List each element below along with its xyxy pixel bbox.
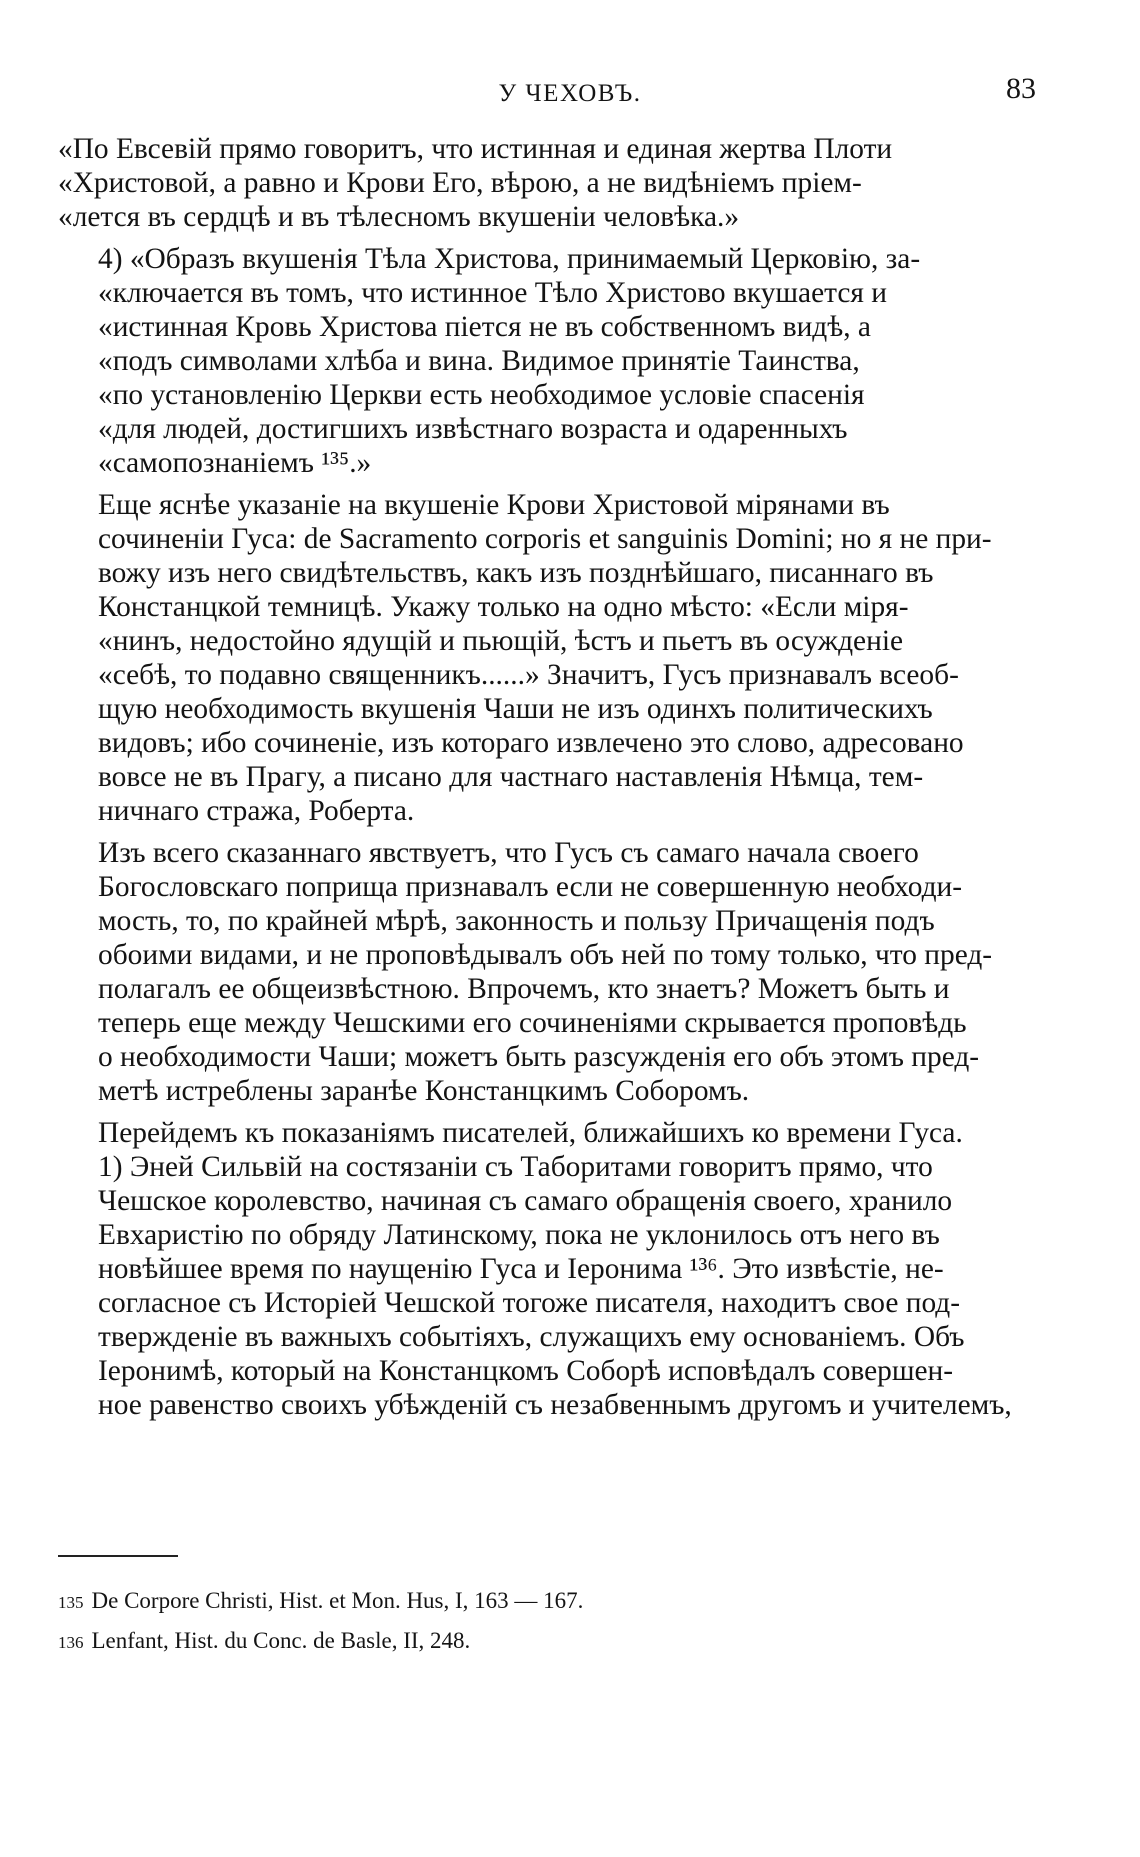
text-line: «истинная Кровь Христова піется не въ собственномъ видѣ, а (98, 311, 871, 343)
text-line: полагалъ ее общеизвѣстною. Впрочемъ, кто знаетъ? Можетъ быть и (98, 973, 950, 1005)
text-line: «Христовой, а равно и Крови Его, вѣрою, а не видѣніемъ пріем- (58, 167, 862, 199)
footnote-text: De Corpore Christi, Hist. et Mon. Hus, I, 163 — 167. (91, 1588, 584, 1613)
footnote-number: 136 (58, 1633, 84, 1652)
text-line: вожу изъ него свидѣтельствъ, какъ изъ позднѣйшаго, писаннаго въ (98, 557, 934, 589)
text-line: Евхаристію по обряду Латинскому, пока не уклонилось отъ него въ (98, 1219, 940, 1251)
text-line: о необходимости Чаши; можетъ быть разсужденія его объ этомъ пред- (98, 1041, 980, 1073)
text-line: Іеронимѣ, который на Констанцкомъ Соборѣ исповѣдалъ совершен- (98, 1355, 954, 1387)
text-line: Чешское королевство, начиная съ самаго обращенія своего, хранило (98, 1185, 953, 1217)
text-line: ничнаго стража, Роберта. (98, 795, 415, 827)
paragraph-5 (58, 1116, 1032, 1422)
paragraph-4 (58, 836, 1032, 1108)
footnote-text: Lenfant, Hist. du Conc. de Basle, II, 248. (91, 1628, 471, 1653)
text-line: ное равенство своихъ убѣжденій съ незабвеннымъ другомъ и учителемъ, (98, 1389, 1012, 1421)
text-line: «по установленію Церкви есть необходимое условіе спасенія (98, 379, 865, 411)
text-line: «По Евсевій прямо говоритъ, что истинная и единая жертва Плоти (58, 133, 893, 165)
text-line: согласное съ Исторіей Чешской тогоже писателя, находитъ свое под- (98, 1287, 961, 1319)
text-line: видовъ; ибо сочиненіе, изъ котораго извлечено это слово, адресовано (98, 727, 964, 759)
text-line: новѣйшее время по наущенію Гуса и Іеронима ¹³⁶. Это извѣстіе, не- (98, 1253, 944, 1285)
text-line: обоими видами, и не проповѣдывалъ объ ней по тому только, что пред- (98, 939, 993, 971)
text-line: «ключается въ томъ, что истинное Тѣло Христово вкушается и (98, 277, 887, 309)
text-line: «для людей, достигшихъ извѣстнаго возраста и одаренныхъ (98, 413, 848, 445)
text-line: теперь еще между Чешскими его сочиненіями скрывается проповѣдь (98, 1007, 967, 1039)
footnote-136 (58, 1622, 1032, 1662)
running-head-title: У ЧЕХОВЪ. (498, 80, 642, 107)
text-line: 4) «Образъ вкушенія Тѣла Христова, принимаемый Церковію, за- (98, 243, 921, 275)
text-line: твержденіе въ важныхъ событіяхъ, служащихъ ему основаніемъ. Объ (98, 1321, 965, 1353)
footnote-separator (58, 1555, 178, 1557)
text-line: сочиненіи Гуса: de Sacramento corporis et sanguinis Domini; но я не при- (98, 523, 992, 555)
paragraph-2 (58, 242, 1032, 480)
text-line: 1) Эней Сильвій на состязаніи съ Таборитами говоритъ прямо, что (98, 1151, 933, 1183)
footnote-135 (58, 1582, 1032, 1622)
footnotes (58, 1582, 1032, 1662)
paragraph-3 (58, 488, 1032, 828)
paragraph-1 (58, 132, 1032, 234)
running-head (0, 72, 1140, 112)
text-line: мость, то, по крайней мѣрѣ, законность и пользу Причащенія подъ (98, 905, 935, 937)
text-line: вовсе не въ Прагу, а писано для частнаго наставленія Нѣмца, тем- (98, 761, 924, 793)
text-line: «подъ символами хлѣба и вина. Видимое принятіе Таинства, (98, 345, 860, 377)
text-line: Еще яснѣе указаніе на вкушеніе Крови Христовой мірянами въ (98, 489, 890, 521)
text-line: «себѣ, то подавно священникъ......» Значитъ, Гусъ признавалъ всеоб- (98, 659, 959, 691)
text-line: Изъ всего сказаннаго явствуетъ, что Гусъ съ самаго начала своего (98, 837, 919, 869)
footnote-number: 135 (58, 1593, 84, 1612)
body-text (58, 132, 1032, 1430)
text-line: щую необходимость вкушенія Чаши не изъ одинхъ политическихъ (98, 693, 933, 725)
text-line: метѣ истреблены заранѣе Констанцкимъ Соборомъ. (98, 1075, 750, 1107)
text-line: Констанцкой темницѣ. Укажу только на одно мѣсто: «Если міря- (98, 591, 909, 623)
text-line: «лется въ сердцѣ и въ тѣлесномъ вкушеніи человѣка.» (58, 201, 740, 233)
text-line: «самопознаніемъ ¹³⁵.» (98, 447, 372, 479)
text-line: «нинъ, недостойно ядущій и пьющій, ѣстъ и пьетъ въ осужденіе (98, 625, 904, 657)
page-number: 83 (1006, 72, 1036, 105)
text-line: Богословскаго поприща признавалъ если не совершенную необходи- (98, 871, 963, 903)
text-line: Перейдемъ къ показаніямъ писателей, ближайшихъ ко времени Гуса. (98, 1117, 963, 1149)
